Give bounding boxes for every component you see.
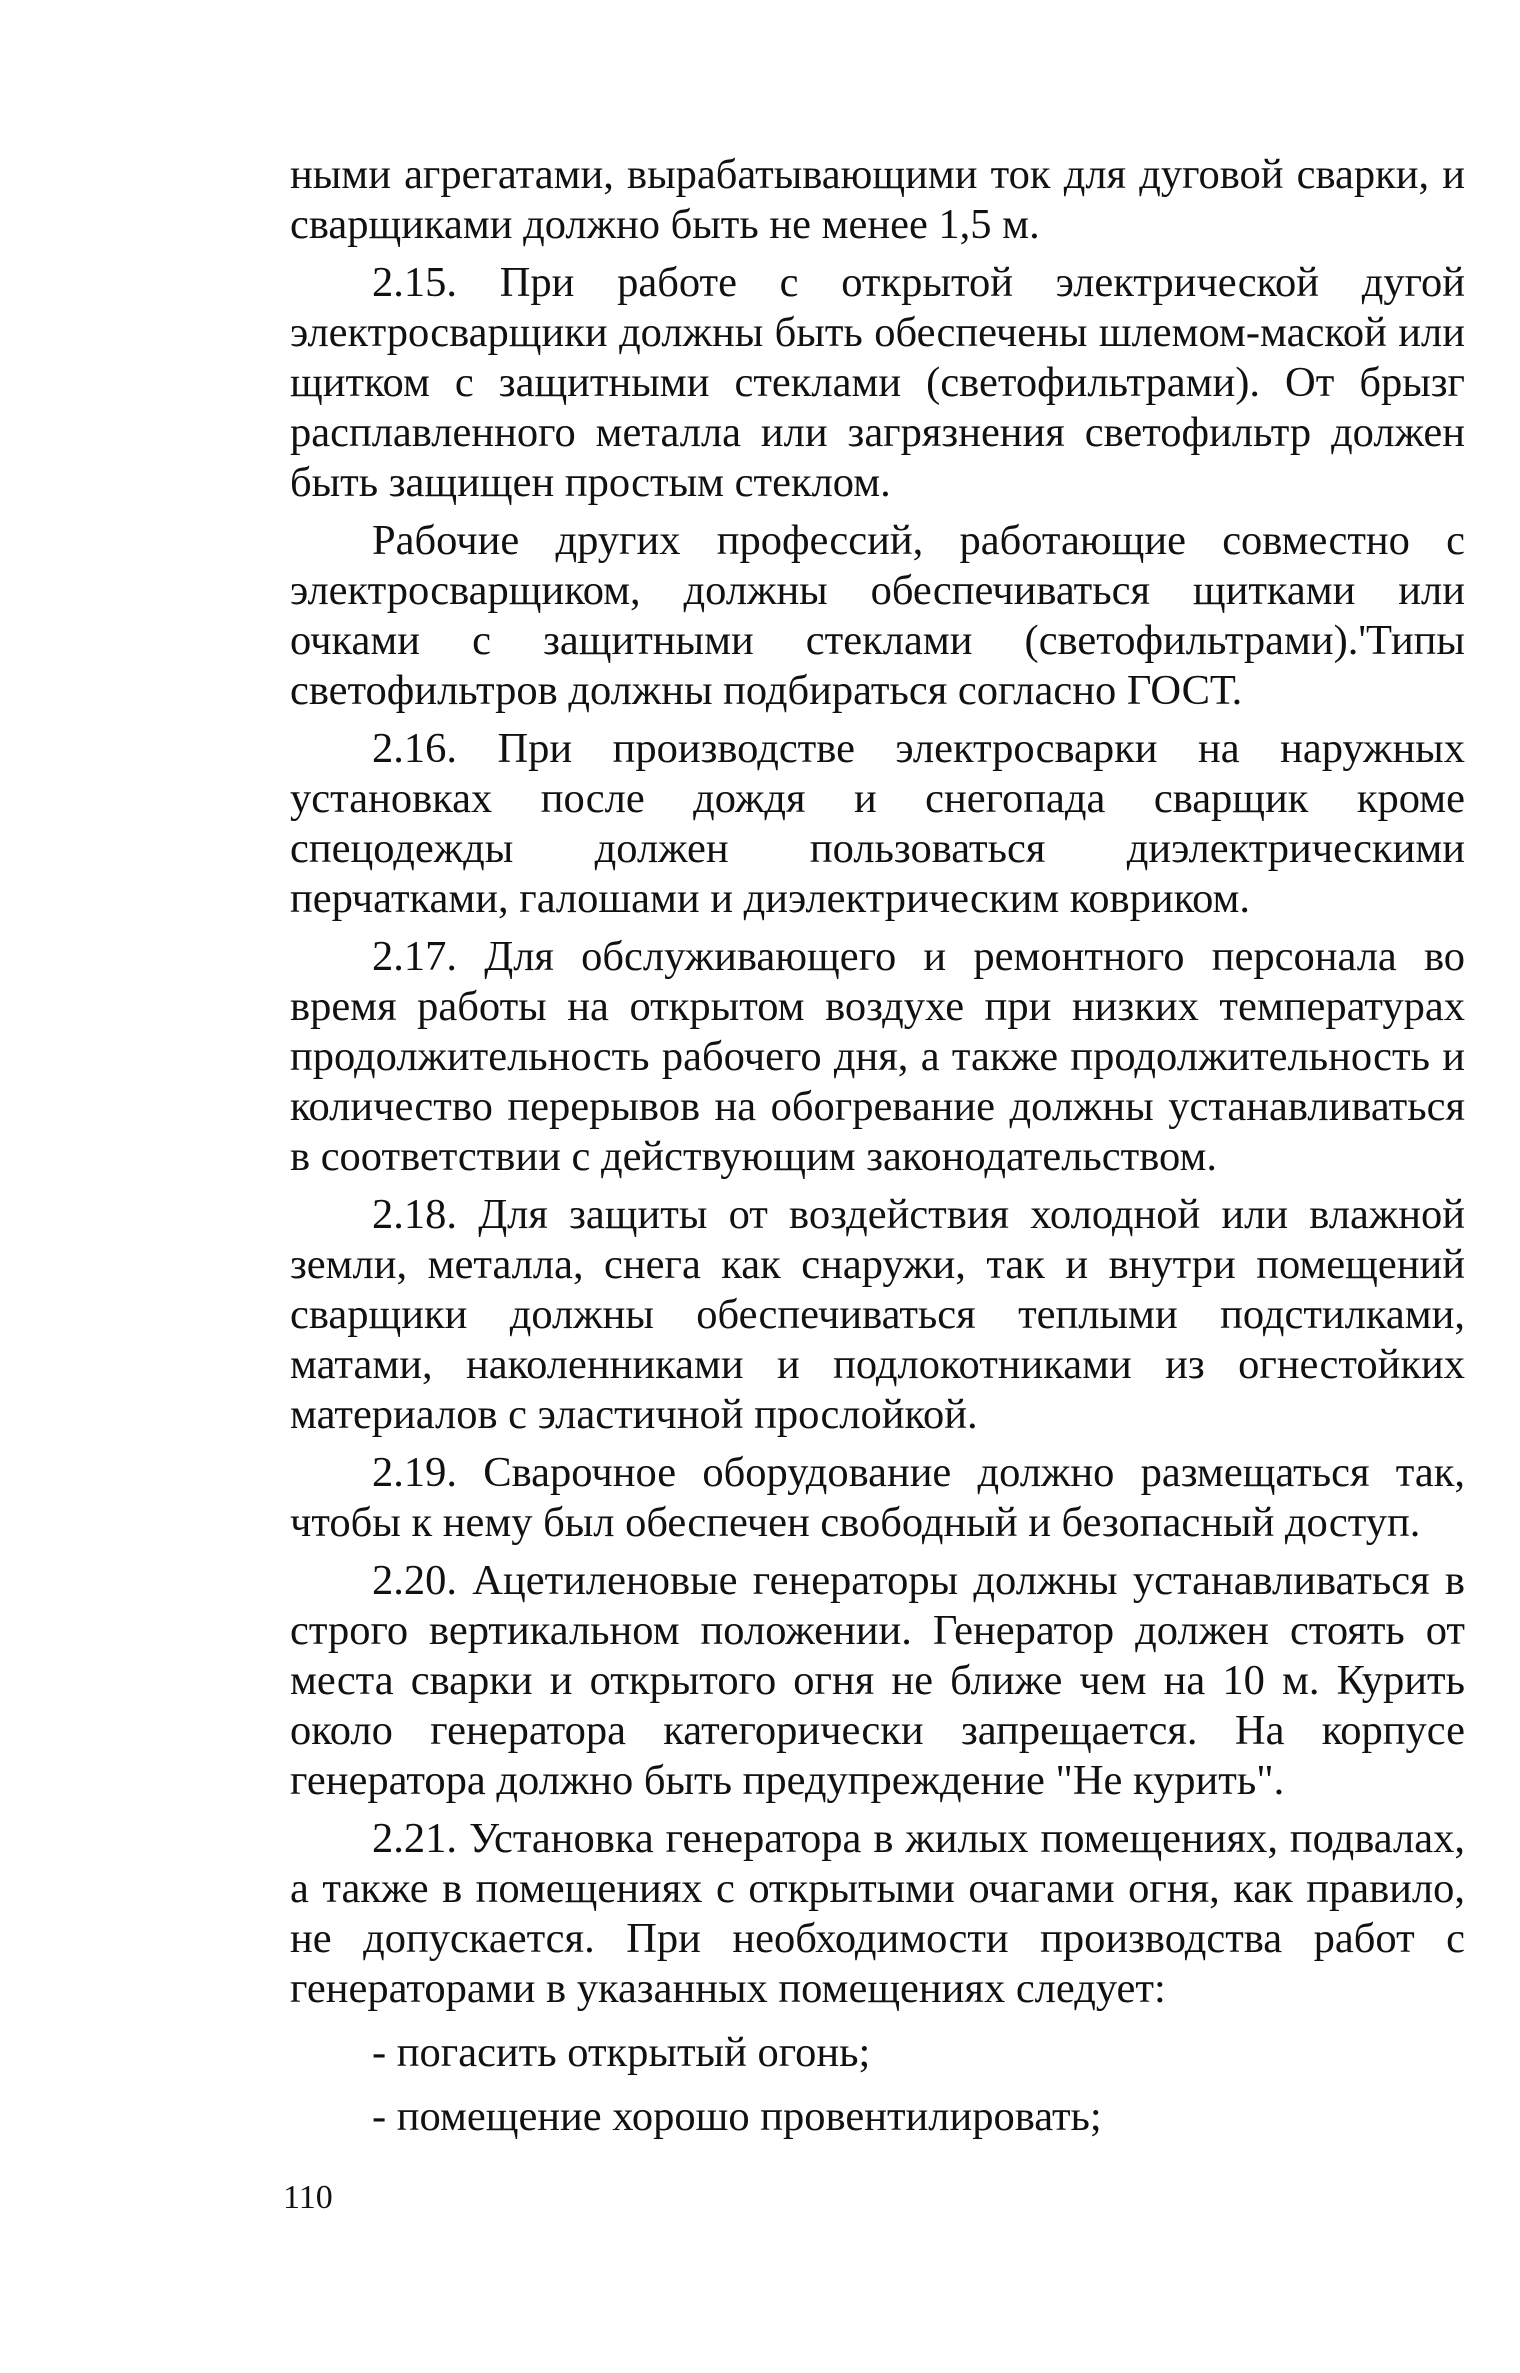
instruction-list (290, 2028, 1465, 2142)
paragraph-2-20: 2.20. Ацетиленовые генераторы должны устанавливаться в строго вертикальном положении. Генератор должен стоять от места сварки и открытого огня не ближе чем на 10 м. Курить около генератора категорически запрещается. На корпусе генератора должно быть предупреждение "Не курить". (290, 1557, 1465, 1804)
page-body (290, 150, 1465, 2156)
list-item: - погасить открытый огонь; (372, 2029, 871, 2076)
paragraph-2-19: 2.19. Сварочное оборудование должно размещаться так, чтобы к нему был обеспечен свободный и безопасный доступ. (290, 1449, 1465, 1546)
list-item: - помещение хорошо провентилировать; (372, 2093, 1102, 2140)
paragraph-2-16: 2.16. При производстве электросварки на наружных установках после дождя и снегопада сварщик кроме спецодежды должен пользоваться диэлектрическими перчатками, галошами и диэлектрическим ковриком. (290, 725, 1465, 922)
paragraph-2-17: 2.17. Для обслуживающего и ремонтного персонала во время работы на открытом воздухе при низких температурах продолжительность рабочего дня, а также продолжительность и количество перерывов на обогревание должны устанавливаться в соответствии с действующим законодательством. (290, 933, 1465, 1180)
paragraph-continuation: ными агрегатами, вырабатывающими ток для дуговой сварки, и сварщиками должно быть не менее 1,5 м. (290, 151, 1465, 248)
paragraph-2-21: 2.21. Установка генератора в жилых помещениях, подвалах, а также в помещениях с открытыми очагами огня, как правило, не допускается. При необходимости производства работ с генераторами в указанных помещениях следует: (290, 1815, 1465, 2012)
page-number: 110 (283, 2179, 333, 2216)
paragraph-2-18: 2.18. Для защиты от воздействия холодной или влажной земли, металла, снега как снаружи, так и внутри помещений сварщики должны обеспечиваться теплыми подстилками, матами, наколенниками и подлокотниками из огнестойких материалов с эластичной прослойкой. (290, 1191, 1465, 1438)
paragraph-2-15: 2.15. При работе с открытой электрической дугой электросварщики должны быть обеспечены шлемом-маской или щитком с защитными стеклами (светофильтрами). От брызг расплавленного металла или загрязнения светофильтр должен быть защищен простым стеклом. (290, 259, 1465, 506)
paragraph-other-workers: Рабочие других профессий, работающие совместно с электросварщиком, должны обеспечиваться щитками или очками с защитными стеклами (светофильтрами).'Типы светофильтров должны подбираться согласно ГОСТ. (290, 517, 1465, 714)
